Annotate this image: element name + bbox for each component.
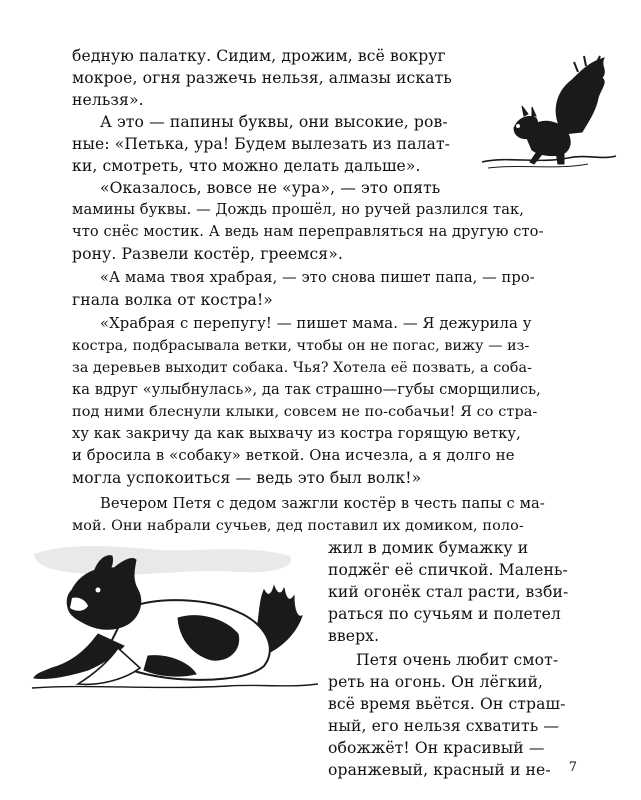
text-line: могла успокоиться — ведь это был волк!» xyxy=(72,469,422,487)
text-line: вверх. xyxy=(328,627,380,645)
text-line: «А мама твоя храбрая, — это снова пишет папа, — про- xyxy=(100,269,535,286)
text-line: бедную палатку. Сидим, дрожим, всё вокруг xyxy=(72,47,446,65)
text-line: обожжёт! Он красивый — xyxy=(328,739,545,757)
text-line: ки, смотреть, что можно делать дальше». xyxy=(72,157,421,175)
text-line: ный, его нельзя схватить — xyxy=(328,717,560,735)
text-line: раться по сучьям и полетел xyxy=(328,605,561,623)
text-line: «Храбрая с перепугу! — пишет мама. — Я дежурила у xyxy=(100,315,532,332)
text-line: и бросила в «собаку» веткой. Она исчезла, а я долго не xyxy=(72,447,515,464)
text-line: под ними блеснули клыки, совсем не по-собачьи! Я со стра- xyxy=(72,404,538,420)
text-line: А это — папины буквы, они высокие, ров- xyxy=(100,113,448,131)
page-number: 7 xyxy=(568,760,577,775)
squirrel-illustration xyxy=(478,52,618,177)
text-line: ху как закричу да как выхвачу из костра горящую ветку, xyxy=(72,425,521,442)
text-line: Петя очень любит смот- xyxy=(356,651,559,669)
text-line: жил в домик бумажку и xyxy=(328,539,529,557)
text-line: реть на огонь. Он лёгкий, xyxy=(328,673,544,691)
text-line: кий огонёк стал расти, взби- xyxy=(328,583,569,601)
text-line: ка вдруг «улыбнулась», да так страшно—губы сморщились, xyxy=(72,381,541,398)
text-line: Вечером Петя с дедом зажгли костёр в честь папы с ма- xyxy=(100,495,545,512)
text-line: поджёг её спичкой. Малень- xyxy=(328,561,568,579)
text-line: что снёс мостик. А ведь нам переправляться на другую сто- xyxy=(72,223,544,240)
text-line: ные: «Петька, ура! Будем вылезать из палат- xyxy=(72,135,451,153)
text-line: нельзя». xyxy=(72,91,144,109)
text-line: всё время вьётся. Он страш- xyxy=(328,695,566,713)
text-line: рону. Развели костёр, греемся». xyxy=(72,245,343,263)
text-line: оранжевый, красный и не- xyxy=(328,761,551,779)
text-line: «Оказалось, вовсе не «ура», — это опять xyxy=(100,179,441,197)
text-line: костра, подбрасывала ветки, чтобы он не погас, вижу — из- xyxy=(72,338,530,354)
text-line: мокрое, огня разжечь нельзя, алмазы искать xyxy=(72,69,452,87)
text-line: за деревьев выходит собака. Чья? Хотела её позвать, а соба- xyxy=(72,360,532,376)
text-line: мамины буквы. — Дождь прошёл, но ручей разлился так, xyxy=(72,201,524,218)
text-line: мой. Они набрали сучьев, дед поставил их домиком, поло- xyxy=(72,518,524,534)
text-line: гнала волка от костра!» xyxy=(72,291,273,309)
dog-illustration xyxy=(28,538,320,698)
